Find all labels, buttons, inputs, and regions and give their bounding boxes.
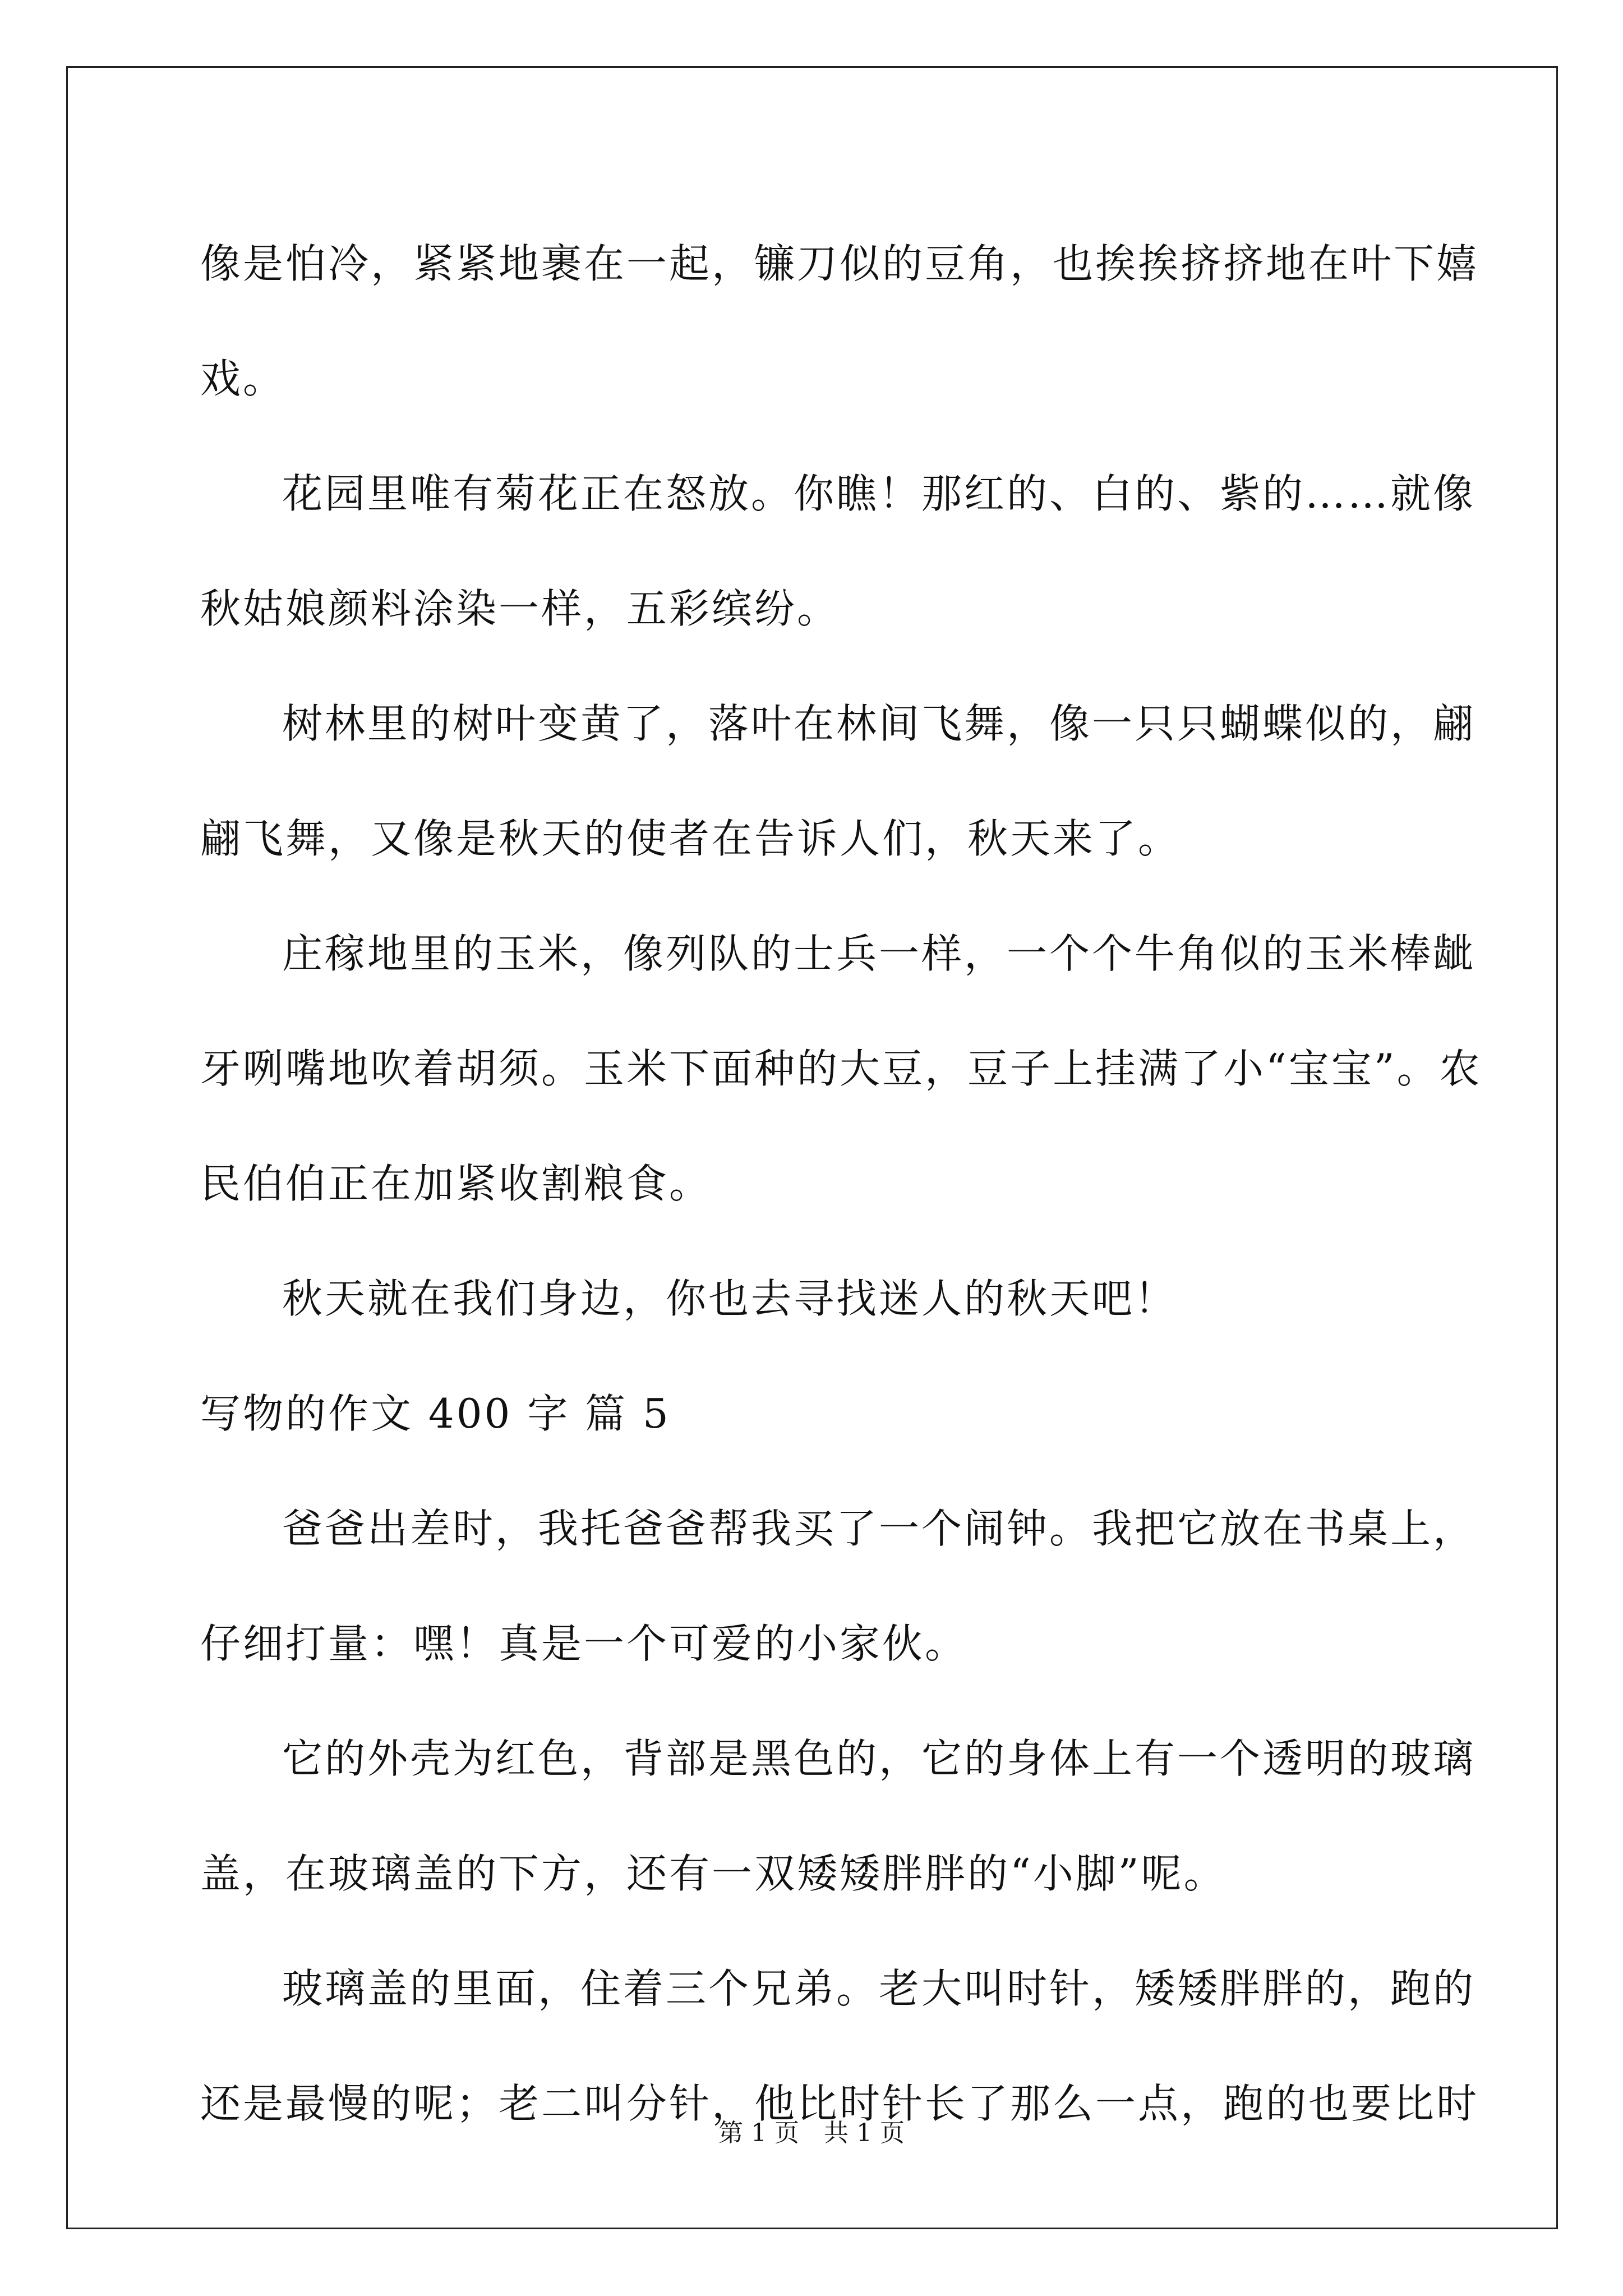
text-line: 民伯伯正在加紧收割粮食。 <box>200 1160 712 1207</box>
text-line: 翩飞舞，又像是秋天的使者在告诉人们，秋天来了。 <box>200 815 1181 862</box>
paragraph-start: 庄稼地里的玉米，像列队的士兵一样，一个个牛角似的玉米棒龇 <box>282 930 1476 977</box>
document-body <box>200 206 1482 2161</box>
page-footer: 第 1 页 共 1 页 <box>718 2119 905 2147</box>
text-line: 像是怕冷，紧紧地裹在一起，镰刀似的豆角，也挨挨挤挤地在叶下嬉 <box>200 240 1479 287</box>
paragraph-start: 玻璃盖的里面，住着三个兄弟。老大叫时针，矮矮胖胖的，跑的 <box>282 1965 1476 2012</box>
text-line: 还是最慢的呢；老二叫分针，他比时针长了那么一点，跑的也要比时 <box>200 2080 1479 2127</box>
paragraph-start: 花园里唯有菊花正在怒放。你瞧！那红的、白的、紫的……就像 <box>282 470 1476 517</box>
text-line: 戏。 <box>200 355 286 402</box>
text-line: 盖，在玻璃盖的下方，还有一双矮矮胖胖的“小脚”呢。 <box>200 1850 1227 1897</box>
text-line: 秋姑娘颜料涂染一样，五彩缤纷。 <box>200 585 840 632</box>
paragraph-start: 爸爸出差时，我托爸爸帮我买了一个闹钟。我把它放在书桌上， <box>282 1505 1476 1552</box>
paragraph-start: 树林里的树叶变黄了，落叶在林间飞舞，像一只只蝴蝶似的，翩 <box>282 700 1476 747</box>
paragraph-start: 它的外壳为红色，背部是黑色的，它的身体上有一个透明的玻璃 <box>282 1735 1476 1782</box>
text-line: 仔细打量：嘿！真是一个可爱的小家伙。 <box>200 1620 968 1667</box>
paragraph-start: 秋天就在我们身边，你也去寻找迷人的秋天吧！ <box>282 1275 1178 1322</box>
text-line: 牙咧嘴地吹着胡须。玉米下面种的大豆，豆子上挂满了小“宝宝”。农 <box>200 1045 1482 1092</box>
section-heading: 写物的作文 400 字 篇 5 <box>200 1390 671 1437</box>
